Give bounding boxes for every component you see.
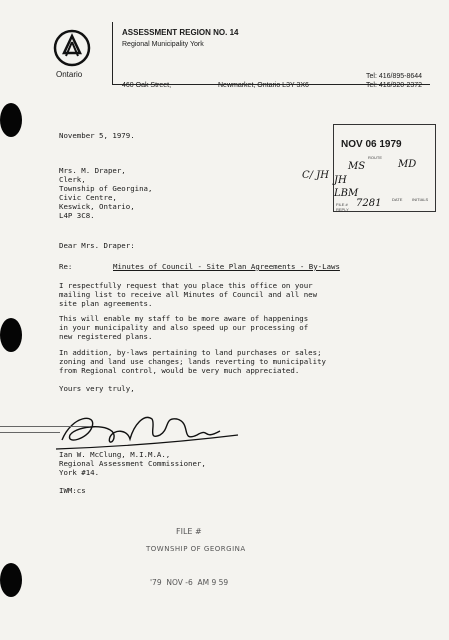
telephone-2: Tel: 416/920-2372	[366, 82, 423, 89]
telephone-1: Tel: 416/895-8644	[366, 73, 423, 80]
initials-second: JH	[334, 175, 347, 186]
paragraph-3	[59, 348, 326, 375]
ontario-trillium-logo-icon	[52, 28, 92, 68]
paragraph-line: from Regional control, would be very much appreciated.	[59, 366, 300, 375]
inside-address	[59, 166, 152, 220]
punch-hole-top	[0, 103, 22, 137]
paragraph-line: In addition, by-laws pertaining to land purchases or sales;	[59, 348, 322, 357]
paragraph-2	[59, 314, 308, 341]
letterhead-rule-vertical	[112, 22, 113, 84]
office-title: ASSESSMENT REGION NO. 14	[122, 28, 239, 37]
signer-block	[59, 450, 206, 477]
re-label: Re:	[59, 262, 73, 271]
date-column-label: DATE	[392, 197, 403, 202]
paragraph-line: This will enable my staff to be more aware of happenings	[59, 314, 309, 323]
punch-hole-bottom	[0, 563, 22, 597]
file-label: FILE #	[336, 202, 348, 207]
paragraph-1	[59, 281, 317, 308]
handwritten-signature	[52, 405, 242, 455]
signer-line: York #14.	[59, 468, 100, 477]
punch-hole-middle	[0, 318, 22, 352]
paragraph-line: zoning and land use changes; lands reverting to municipality	[59, 357, 326, 366]
address-line: Civic Centre,	[59, 193, 117, 202]
province-name: Ontario	[56, 70, 83, 79]
handwritten-cc: C/ JH	[302, 170, 329, 181]
file-number: 7281	[356, 198, 382, 209]
municipality-name: Regional Municipality York	[122, 41, 204, 48]
received-date: NOV 06 1979	[341, 139, 402, 150]
file-stamp: FILE #	[176, 527, 202, 536]
initials-right: MD	[398, 159, 417, 170]
city-address: Newmarket, Ontario L3Y 3X6	[218, 82, 309, 89]
address-line: Mrs. M. Draper,	[59, 166, 126, 175]
margin-line	[0, 432, 60, 433]
initials-column-label: INITIALS	[412, 197, 429, 202]
signer-line: Regional Assessment Commissioner,	[59, 459, 206, 468]
paragraph-line: new registered plans.	[59, 332, 153, 341]
township-stamp: TOWNSHIP OF GEORGINA	[146, 545, 246, 553]
received-time-stamp: '79 NOV -6 AM 9 59	[150, 578, 229, 587]
initials-third: LBM	[334, 188, 359, 199]
received-stamp	[333, 124, 436, 212]
salutation: Dear Mrs. Draper:	[59, 241, 135, 250]
address-line: Keswick, Ontario,	[59, 202, 135, 211]
signer-line: Ian W. McClung, M.I.M.A.,	[59, 450, 171, 459]
margin-line	[0, 426, 90, 427]
initials-top: MS	[348, 161, 366, 172]
paragraph-line: I respectfully request that you place this office on your	[59, 281, 313, 290]
reply-label: REPLY	[336, 207, 349, 212]
address-line: Township of Georgina,	[59, 184, 153, 193]
paragraph-line: in your municipality and also speed up our processing of	[59, 323, 309, 332]
address-line: Clerk,	[59, 175, 86, 184]
closing: Yours very truly,	[59, 384, 135, 393]
letter-date: November 5, 1979.	[59, 131, 135, 140]
address-line: L4P 3C8.	[59, 211, 95, 220]
route-label: ROUTE	[368, 155, 382, 160]
paragraph-line: site plan agreements.	[59, 299, 153, 308]
re-subject: Minutes of Council - Site Plan Agreements - By-Laws	[113, 262, 340, 271]
reference-initials: IWM:cs	[59, 486, 86, 495]
paragraph-line: mailing list to receive all Minutes of Council and all new	[59, 290, 318, 299]
street-address: 460 Oak Street,	[122, 82, 172, 89]
